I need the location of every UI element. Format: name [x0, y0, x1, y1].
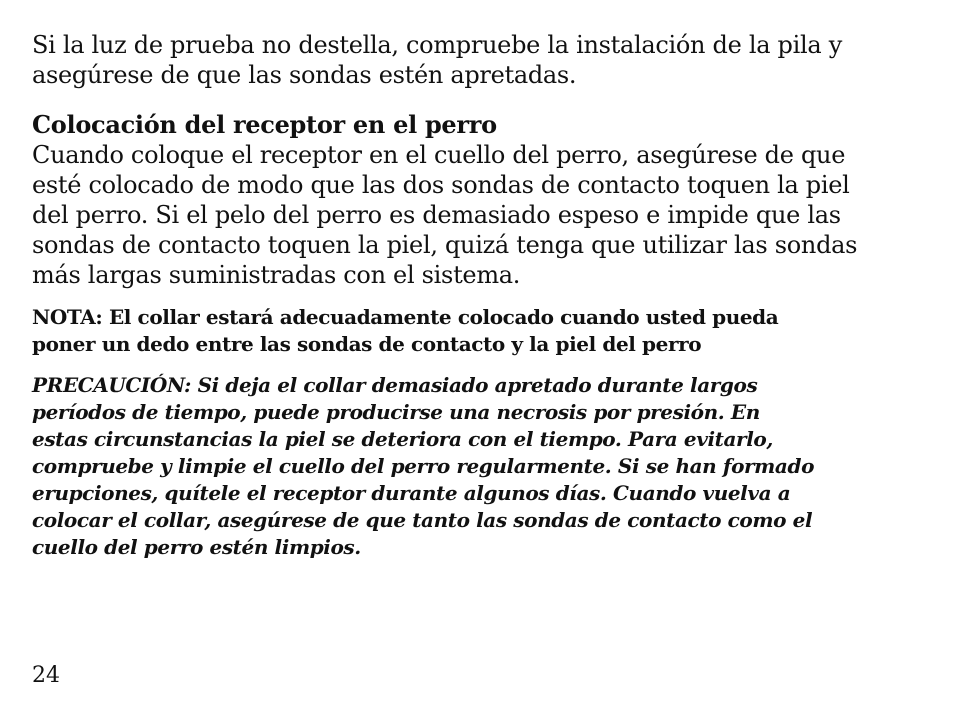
caution-line: períodos de tiempo, puede producirse una necrosis por presión. En	[32, 400, 760, 424]
caution-line: estas circunstancias la piel se deteriora con el tiempo. Para evitarlo,	[32, 427, 773, 451]
section-body-line: sondas de contacto toquen la piel, quizá tenga que utilizar las sondas	[32, 231, 858, 259]
page-number: 24	[32, 663, 60, 688]
caution-line: cuello del perro estén limpios.	[32, 535, 361, 559]
caution-line: PRECAUCIÓN: Si deja el collar demasiado apretado durante largos	[32, 373, 758, 397]
section-body-line: esté colocado de modo que las dos sondas de contacto toquen la piel	[32, 171, 850, 199]
caution-paragraph	[32, 372, 932, 561]
intro-paragraph	[32, 30, 932, 90]
caution-line: colocar el collar, asegúrese de que tanto las sondas de contacto como el	[32, 508, 813, 532]
section-body-line: del perro. Si el pelo del perro es demasiado espeso e impide que las	[32, 201, 841, 229]
intro-line: asegúrese de que las sondas estén apretadas.	[32, 61, 577, 89]
section-body-paragraph	[32, 140, 932, 290]
section-body-line: más largas suministradas con el sistema.	[32, 261, 521, 289]
caution-line: erupciones, quítele el receptor durante algunos días. Cuando vuelva a	[32, 481, 791, 505]
section-heading: Colocación del receptor en el perro	[32, 110, 497, 139]
note-line: NOTA: El collar estará adecuadamente colocado cuando usted pueda	[32, 305, 779, 329]
note-paragraph	[32, 304, 932, 358]
document-page	[32, 30, 932, 561]
section-body-line: Cuando coloque el receptor en el cuello del perro, asegúrese de que	[32, 141, 846, 169]
caution-line: compruebe y limpie el cuello del perro regularmente. Si se han formado	[32, 454, 815, 478]
intro-line: Si la luz de prueba no destella, compruebe la instalación de la pila y	[32, 31, 842, 59]
note-line: poner un dedo entre las sondas de contacto y la piel del perro	[32, 332, 702, 356]
